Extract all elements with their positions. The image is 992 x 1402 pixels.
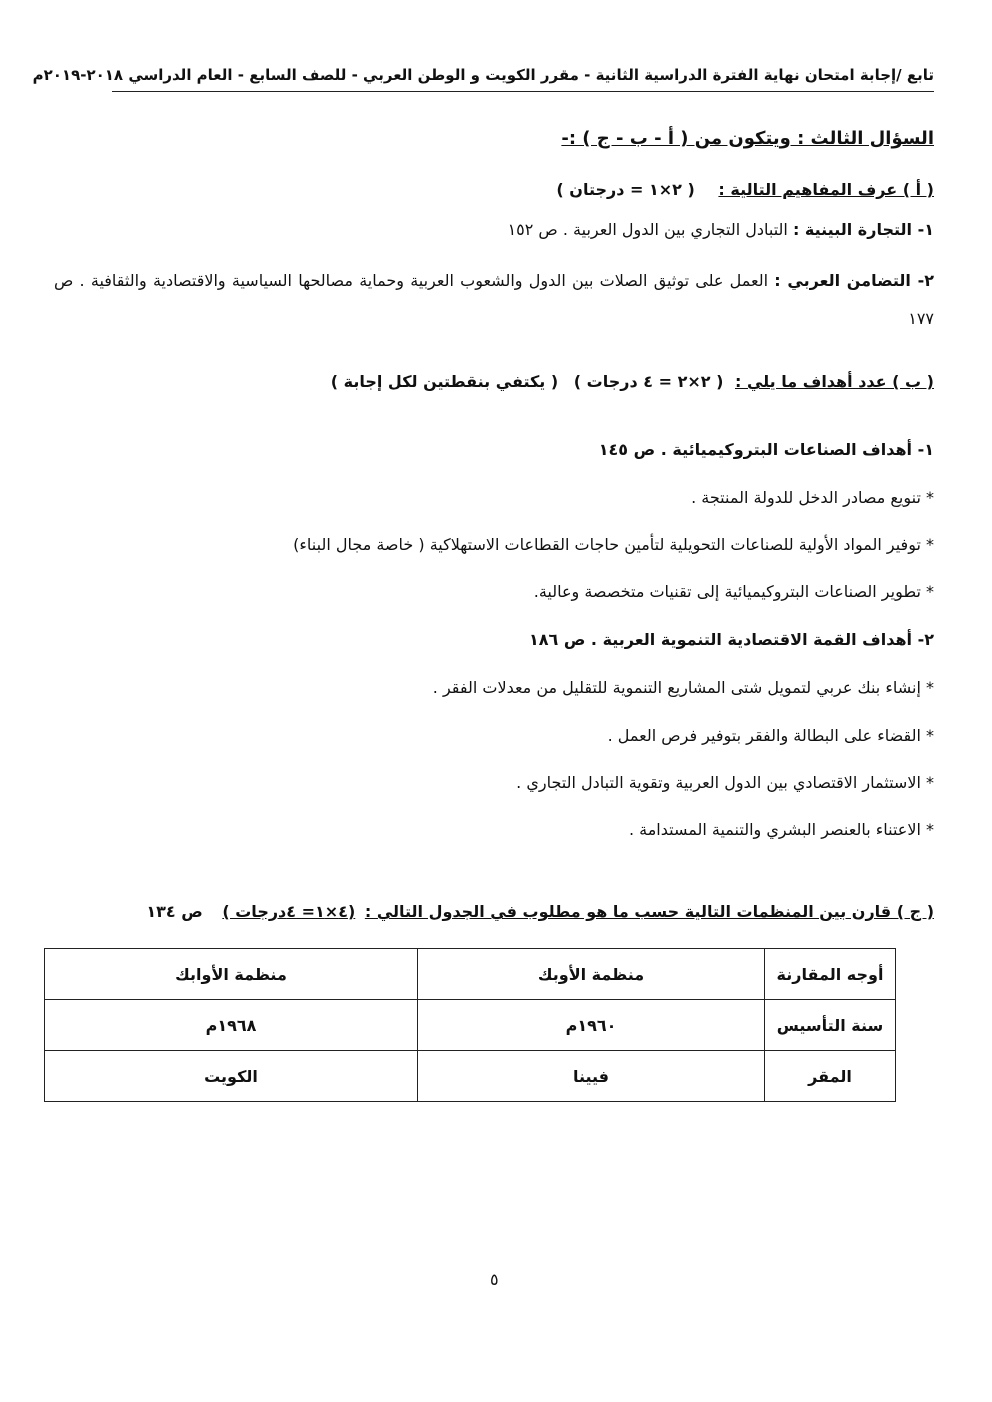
table-cell: فيينا [418,1051,765,1102]
question-title: السؤال الثالث : ويتكون من ( أ - ب - ج ) :- [561,128,934,149]
part-b-heading: ( ب ) عدد أهداف ما يلي : [734,372,934,391]
part-a-heading: ( أ ) عرف المفاهيم التالية : [718,180,934,199]
part-c-heading-row [146,902,934,921]
definition-2-term: ٢- التضامن العربي : [774,271,934,290]
table-header-cell: منظمة الأوبك [418,949,765,1000]
table-cell: الكويت [45,1051,418,1102]
page-header: تابع /إجابة امتحان نهاية الفترة الدراسية الثانية - مقرر الكويت و الوطن العربي - للصف السابع - العام الدراسي ٢٠١٨-٢٠١٩م [32,66,934,84]
part-b-note: ( يكتفي بنقطتين لكل إجابة ) [330,372,559,391]
part-c-heading: ( ج ) قارن بين المنظمات التالية حسب ما هو مطلوب في الجدول التالي : [364,902,934,921]
group-1-point-3: * تطوير الصناعات البتروكيميائية إلى تقنيات متخصصة وعالية. [533,582,934,601]
part-c-page-ref: ص ١٣٤ [146,902,203,921]
header-divider [112,91,934,92]
group-2-point-2: * القضاء على البطالة والفقر بتوفير فرص العمل . [607,726,934,745]
table-cell: المقر [765,1051,896,1102]
table-cell: سنة التأسيس [765,1000,896,1051]
table-row [45,1051,896,1102]
group-2-title: ٢- أهداف القمة الاقتصادية التنموية العربية . ص ١٨٦ [528,630,934,649]
table-row [45,1000,896,1051]
part-b-heading-row [331,372,934,391]
part-a-heading-row [556,180,934,199]
part-a-marks: ( ٢×١ = درجتان ) [556,180,695,199]
definition-2 [54,262,934,338]
definition-1 [508,220,934,239]
group-2-point-4: * الاعتناء بالعنصر البشري والتنمية المستدامة . [628,820,934,839]
definition-2-text: العمل على توثيق الصلات بين الدول والشعوب العربية وحماية مصالحها السياسية والاقتصادية والثقافية . ص ١٧٧ [54,271,934,328]
table-header-row [45,949,896,1000]
table-header-cell: أوجه المقارنة [765,949,896,1000]
table-cell: ١٩٦٠م [418,1000,765,1051]
group-1-point-1: * تنويع مصادر الدخل للدولة المنتجة . [691,488,934,507]
group-1-point-2: * توفير المواد الأولية للصناعات التحويلية لتأمين حاجات القطاعات الاستهلاكية ( خاصة مجال البناء) [293,535,934,554]
comparison-table [44,948,896,1102]
page-number: ٥ [490,1270,499,1289]
group-2-point-1: * إنشاء بنك عربي لتمويل شتى المشاريع التنموية للتقليل من معدلات الفقر . [432,678,934,697]
group-2-point-3: * الاستثمار الاقتصادي بين الدول العربية وتقوية التبادل التجاري . [516,773,934,792]
table-header-cell: منظمة الأوابك [45,949,418,1000]
definition-1-text: التبادل التجاري بين الدول العربية . ص ١٥٢ [507,220,788,239]
table-cell: ١٩٦٨م [45,1000,418,1051]
definition-1-term: ١- التجارة البينية : [792,220,934,239]
part-c-marks: (٤×١= ٤درجات ) [222,902,356,921]
group-1-title: ١- أهداف الصناعات البتروكيميائية . ص ١٤٥ [598,440,934,459]
part-b-marks: ( ٢×٢ = ٤ درجات ) [573,372,724,391]
